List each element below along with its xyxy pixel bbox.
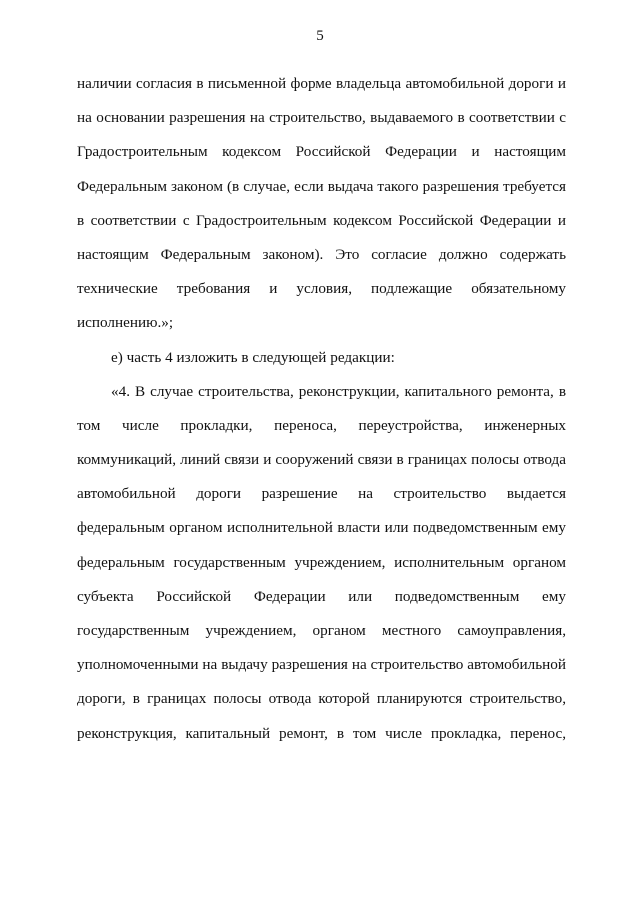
text-line: субъекта Российской Федерации или подведомственным ему <box>77 587 566 605</box>
text-line: уполномоченными на выдачу разрешения на строительство автомобильной <box>77 656 566 674</box>
text-line: в соответствии с Градостроительным кодексом Российской Федерации и <box>77 211 566 229</box>
text-line: е) часть 4 изложить в следующей редакции: <box>111 348 395 366</box>
text-line: том числе прокладки, переноса, переустройства, инженерных <box>77 416 566 434</box>
text-line: исполнению.»; <box>77 314 174 332</box>
text-line: на основании разрешения на строительство, выдаваемого в соответствии с <box>77 109 566 127</box>
text-line: Федеральным законом (в случае, если выдача такого разрешения требуется <box>77 177 566 195</box>
text-line: федеральным органом исполнительной власти или подведомственным ему <box>77 519 566 537</box>
text-line: Градостроительным кодексом Российской Федерации и настоящим <box>77 143 566 161</box>
text-line: технические требования и условия, подлежащие обязательному <box>77 280 566 298</box>
text-line: федеральным государственным учреждением, исполнительным органом <box>77 553 566 571</box>
page-number: 5 <box>316 28 324 44</box>
text-line: государственным учреждением, органом местного самоуправления, <box>77 622 566 639</box>
text-line: наличии согласия в письменной форме владельца автомобильной дороги и <box>77 75 566 92</box>
text-line: настоящим Федеральным законом). Это согласие должно содержать <box>77 245 566 263</box>
text-line: реконструкция, капитальный ремонт, в том числе прокладка, перенос, <box>77 724 566 742</box>
text-line: «4. В случае строительства, реконструкции, капитального ремонта, в <box>111 382 566 400</box>
body-text <box>77 74 566 758</box>
text-line: коммуникаций, линий связи и сооружений связи в границах полосы отвода <box>77 451 566 469</box>
text-line: автомобильной дороги разрешение на строительство выдается <box>77 485 566 503</box>
text-line: дороги, в границах полосы отвода которой планируются строительство, <box>77 690 566 708</box>
